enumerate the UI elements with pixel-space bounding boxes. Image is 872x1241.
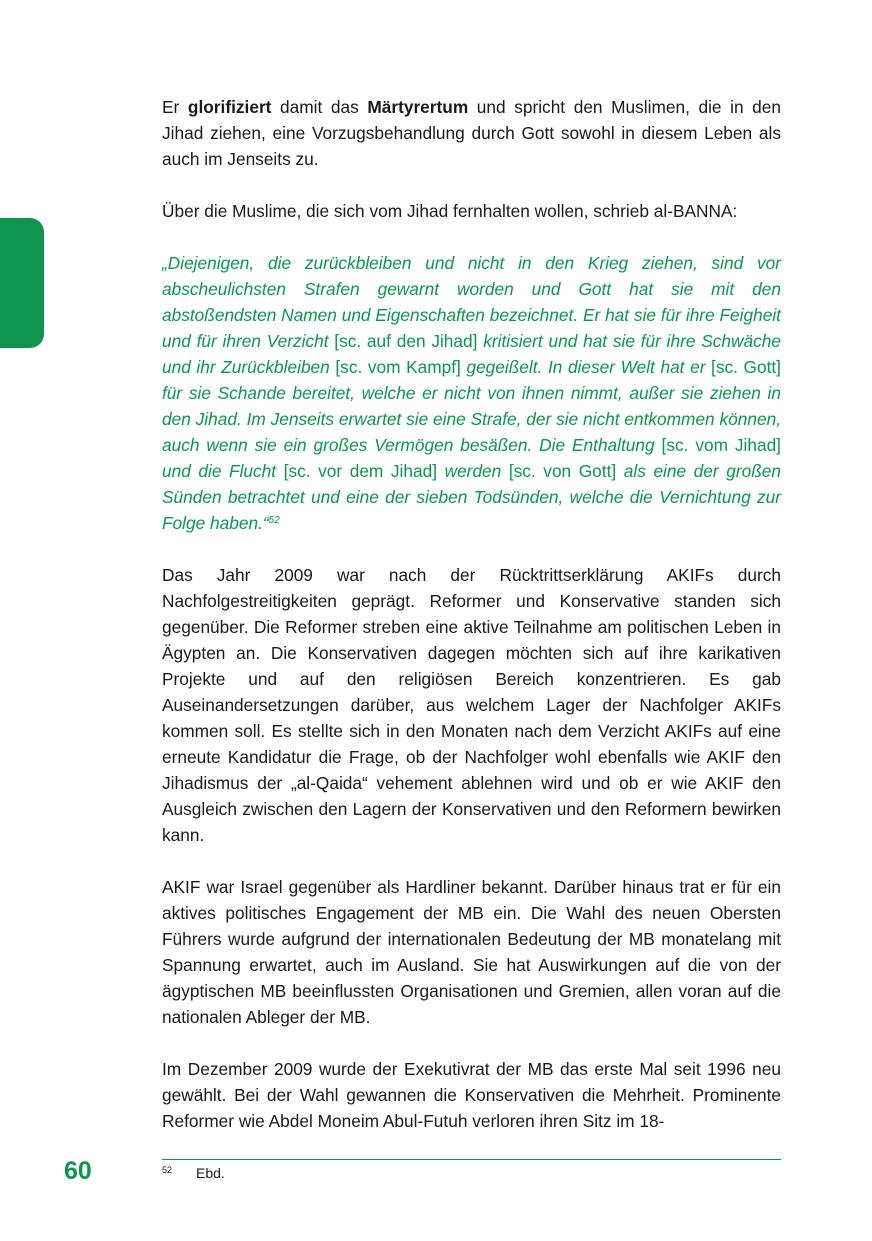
quote-text: werden [444, 461, 502, 481]
block-quote [162, 250, 781, 536]
footnote-text: Ebd. [196, 1165, 225, 1181]
paragraph-election-december: Im Dezember 2009 wurde der Exekutivrat der MB das erste Mal seit 1996 neu gewählt. Bei der Wahl gewannen die Konservativen die Mehrheit. Prominente Reformer wie Abdel Moneim Abul-Futuh verloren ihren Sitz im 18- [162, 1059, 781, 1131]
paragraph-akif-hardliner: AKIF war Israel gegenüber als Hardliner bekannt. Darüber hinaus trat er für ein aktives politisches Engagement der MB ein. Die Wahl des neuen Obersten Führers wurde aufgrund der internationalen Bedeutung der MB monatelang mit Spannung erwartet, auch im Ausland. Sie hat Auswirkungen auf die von der ägyptischen MB beeinflussten Organisationen und Gremien, allen voran auf die nationalen Ableger der MB. [162, 877, 781, 1027]
chapter-tab [0, 218, 44, 348]
quote-text: als eine der großen Sünden betrachtet und eine der sieben Todsünden, welche die Vernichtung zur Folge haben.“ [162, 461, 781, 533]
footnote-divider [162, 1159, 781, 1160]
quote-text: „Diejenigen, die zurückbleiben und nicht in den Krieg ziehen, sind vor abscheulichsten Strafen gewarnt worden und Gott hat sie mit den abstoßendsten Namen und Eigenschaften bezeichnet. Er hat sie für ihre Feigheit und für ihren Verzicht [162, 253, 781, 351]
text-run: Er [162, 97, 188, 117]
bold-term: glorifiziert [187, 97, 272, 117]
quote-text: und die Flucht [162, 461, 277, 481]
quote-note: [sc. von Gott] [501, 461, 624, 481]
paragraph-glorification [162, 94, 781, 172]
bold-term: Märtyrertum [367, 97, 469, 117]
paragraph-succession-2009: Das Jahr 2009 war nach der Rücktrittserklärung AKIFs durch Nachfolgestreitigkeiten geprägt. Reformer und Konservative standen sich gegenüber. Die Reformer streben eine aktive Teilnahme am politischen Leben in Ägypten an. Die Konservativen dagegen möchten sich auf ihre karikativen Projekte und auf den religiösen Bereich konzentrieren. Es gab Auseinandersetzungen darüber, aus welchem Lager der Nachfolger AKIFs kommen soll. Es stellte sich in den Monaten nach dem Verzicht AKIFs auf eine erneute Kandidatur die Frage, ob der Nachfolger wohl ebenfalls wie AKIF den Jihadismus der „al-Qaida“ vehement ablehnen wird und ob er wie AKIF den Ausgleich zwischen den Lagern der Konservativen und den Reformern bewirken kann. [162, 565, 781, 845]
paragraph-quote-intro: Über die Muslime, die sich vom Jihad fernhalten wollen, schrieb al-BANNA: [162, 201, 738, 221]
quote-text: gegeißelt. In dieser Welt hat er [466, 357, 706, 377]
text-run: und spricht den Muslimen, die in den Jihad ziehen, eine Vorzugsbehandlung durch Gott sowohl in diesem Leben als auch im Jenseits zu. [162, 97, 782, 169]
quote-note: [sc. vom Kampf] [329, 357, 467, 377]
page-number: 60 [64, 1157, 92, 1185]
quote-note: [sc. vor dem Jihad] [276, 461, 445, 481]
quote-note: [sc. Gott] [705, 357, 781, 377]
footnote-number: 52 [162, 1165, 173, 1175]
quote-note: [sc. vom Jihad] [654, 435, 781, 455]
footnote-reference: 52 [268, 515, 280, 526]
quote-text: für sie Schande bereitet, welche er nicht von ihnen nimmt, außer sie ziehen in den Jihad. Im Jenseits erwartet sie eine Strafe, der sie nicht entkommen können, auch wenn sie ein großes Vermögen besäßen. Die Enthaltung [162, 383, 781, 455]
quote-text: kritisiert und hat sie für ihre Schwäche und ihr Zurückbleiben [162, 331, 781, 377]
page-body [162, 94, 781, 1134]
text-run: damit das [271, 97, 368, 117]
quote-note: [sc. auf den Jihad] [328, 331, 484, 351]
